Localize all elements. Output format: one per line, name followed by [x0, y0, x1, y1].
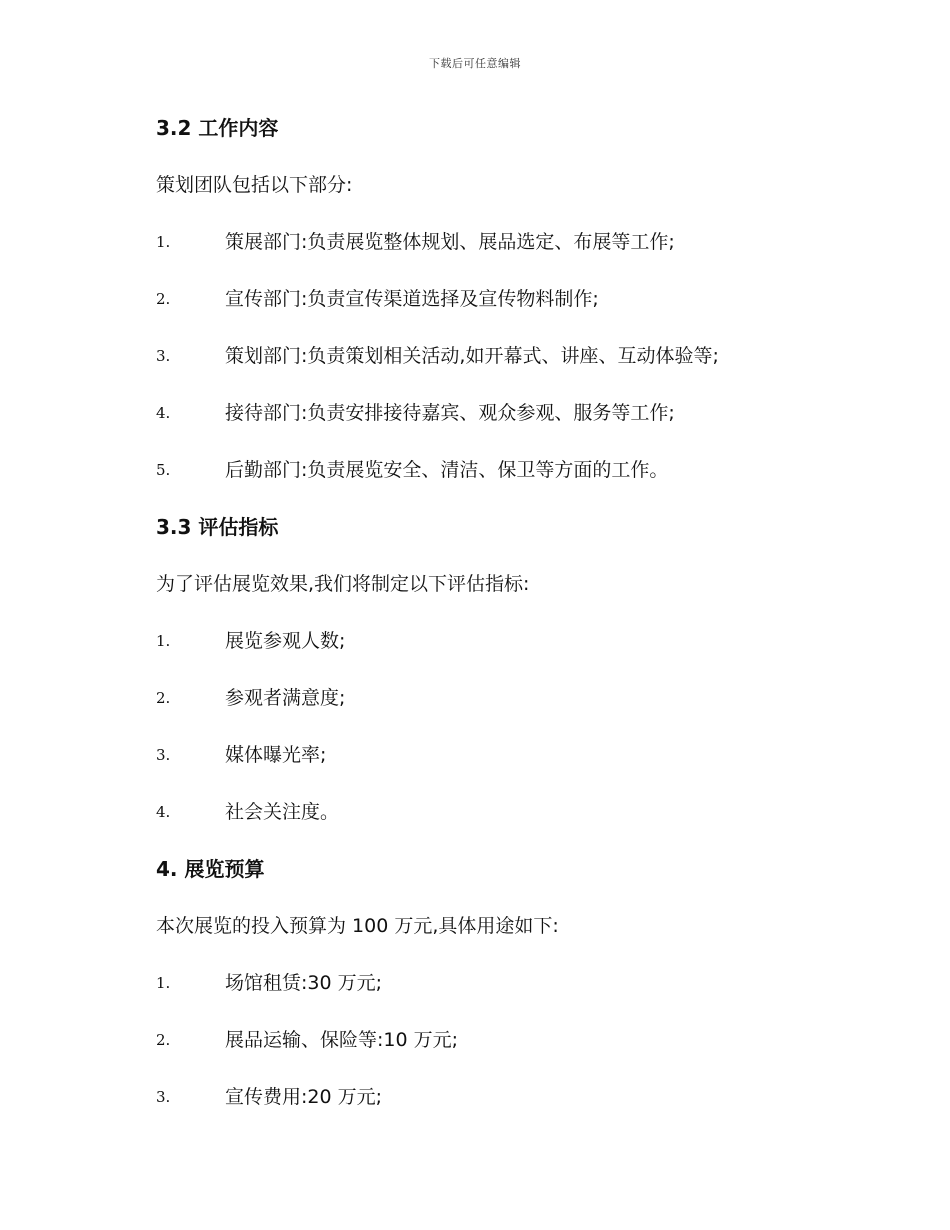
section-heading: 3.2 工作内容 — [156, 116, 279, 140]
list-text: 媒体曝光率; — [225, 744, 327, 766]
section-exhibition-budget — [156, 841, 856, 1126]
list-number: 2. — [156, 290, 171, 308]
section-intro: 本次展览的投入预算为 100 万元,具体用途如下: — [156, 915, 559, 937]
list-item — [156, 328, 856, 385]
section-intro: 为了评估展览效果,我们将制定以下评估指标: — [156, 573, 530, 595]
list-text: 参观者满意度; — [225, 687, 346, 709]
section-evaluation-metrics — [156, 499, 856, 841]
list-item — [156, 1069, 856, 1126]
page-header: 下载后可任意编辑 — [429, 57, 521, 70]
section-work-content — [156, 100, 856, 499]
list-item — [156, 385, 856, 442]
list-number: 3. — [156, 347, 171, 365]
list-text: 宣传费用:20 万元; — [225, 1086, 383, 1108]
list-item — [156, 271, 856, 328]
list-number: 5. — [156, 461, 171, 479]
list-number: 3. — [156, 1088, 171, 1106]
list-number: 1. — [156, 974, 171, 992]
section-heading: 4. 展览预算 — [156, 857, 265, 881]
list-item — [156, 670, 856, 727]
list-number: 2. — [156, 1031, 171, 1049]
list-number: 1. — [156, 233, 171, 251]
list-number: 1. — [156, 632, 171, 650]
list-item — [156, 613, 856, 670]
list-text: 展品运输、保险等:10 万元; — [225, 1029, 459, 1051]
list-text: 策展部门:负责展览整体规划、展品选定、布展等工作; — [225, 231, 675, 253]
list-item — [156, 442, 856, 499]
list-text: 接待部门:负责安排接待嘉宾、观众参观、服务等工作; — [225, 402, 675, 424]
document-body — [156, 100, 856, 1126]
list-item — [156, 727, 856, 784]
list-text: 后勤部门:负责展览安全、清洁、保卫等方面的工作。 — [225, 459, 669, 481]
list-number: 2. — [156, 689, 171, 707]
list-item — [156, 955, 856, 1012]
list-text: 场馆租赁:30 万元; — [225, 972, 383, 994]
section-heading: 3.3 评估指标 — [156, 515, 279, 539]
list-item — [156, 784, 856, 841]
list-text: 社会关注度。 — [225, 801, 340, 823]
list-text: 宣传部门:负责宣传渠道选择及宣传物料制作; — [225, 288, 599, 310]
list-text: 展览参观人数; — [225, 630, 346, 652]
list-text: 策划部门:负责策划相关活动,如开幕式、讲座、互动体验等; — [225, 345, 719, 367]
list-item — [156, 1012, 856, 1069]
list-item — [156, 214, 856, 271]
section-intro: 策划团队包括以下部分: — [156, 174, 353, 196]
list-number: 4. — [156, 803, 171, 821]
list-number: 3. — [156, 746, 171, 764]
list-number: 4. — [156, 404, 171, 422]
